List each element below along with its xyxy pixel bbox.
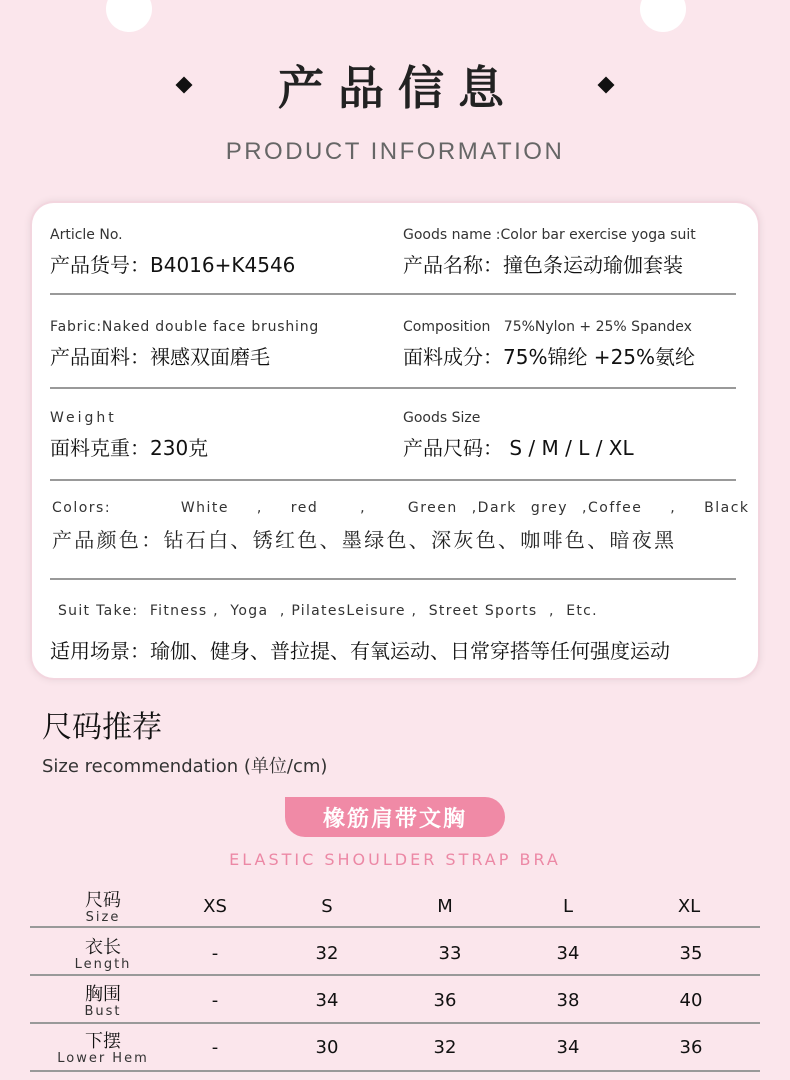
table-cell: 38: [556, 990, 580, 1011]
weight-en: Weight: [50, 410, 117, 426]
table-cell: 32: [315, 943, 339, 964]
table-cell: 40: [679, 990, 703, 1011]
table-row-lower-hem: [30, 1023, 760, 1070]
colors-cell: [52, 500, 750, 553]
size-section-subtitle: Size recommendation (单位/cm): [42, 756, 328, 777]
goods-name-en: Goods name :Color bar exercise yoga suit: [403, 227, 696, 243]
size-table: [30, 882, 760, 1070]
table-cell: 36: [679, 1037, 703, 1058]
page-title: 产品信息: [278, 61, 518, 115]
row-label-zh: 下摆: [85, 1031, 121, 1052]
fabric-en: Fabric:Naked double face brushing: [50, 319, 320, 335]
suit-zh-cell: [50, 629, 670, 664]
row-label: [38, 1027, 168, 1066]
composition-zh: 面料成分：75%锦纶 +25%氨纶: [403, 345, 696, 369]
row-label-en: Lower Hem: [57, 1051, 149, 1066]
size-table-header-row: [30, 882, 760, 929]
size-section-title: 尺码推荐: [42, 710, 162, 745]
goods-name-cell: [403, 227, 696, 278]
table-cell: 36: [433, 990, 457, 1011]
row-label-en: Length: [74, 957, 132, 972]
weight-zh: 面料克重：230克: [50, 436, 209, 460]
fabric-zh: 产品面料：裸感双面磨毛: [50, 345, 270, 369]
table-cell: 35: [679, 943, 703, 964]
suit-en: Suit Take: Fitness , Yoga , PilatesLeisure , Street Sports , Etc.: [58, 603, 598, 619]
divider: [50, 578, 736, 580]
composition-en: Composition 75%Nylon + 25% Spandex: [403, 319, 692, 335]
header-col-xs: XS: [203, 896, 227, 917]
table-row-length: [30, 929, 760, 976]
header-col-l: L: [562, 896, 574, 917]
suit-zh: 适用场景：瑜伽、健身、普拉提、有氧运动、日常穿搭等任何强度运动: [50, 639, 670, 663]
colors-zh: 产品颜色：钻石白、锈红色、墨绿色、深灰色、咖啡色、暗夜黑: [52, 528, 677, 552]
product-label-pill: 橡筋肩带文胸: [285, 797, 505, 837]
divider: [50, 479, 736, 481]
product-label-en: ELASTIC SHOULDER STRAP BRA: [229, 850, 561, 869]
table-row-bust: [30, 976, 760, 1023]
table-cell: -: [211, 990, 219, 1011]
header-label: [38, 886, 168, 925]
table-cell: 34: [556, 1037, 580, 1058]
table-cell: 34: [556, 943, 580, 964]
divider: [50, 293, 736, 295]
page-subtitle: PRODUCT INFORMATION: [225, 138, 565, 165]
composition-cell: [403, 319, 695, 370]
row-label: [38, 933, 168, 972]
table-cell: -: [211, 1037, 219, 1058]
row-label-zh: 衣长: [85, 937, 121, 958]
divider: [50, 387, 736, 389]
table-cell: 33: [438, 943, 462, 964]
table-divider: [30, 1070, 760, 1072]
product-info-card: [32, 203, 758, 678]
table-cell: 34: [315, 990, 339, 1011]
fabric-cell: [50, 319, 319, 370]
header-label-en: Size: [85, 910, 121, 925]
decorative-circle-right: [640, 0, 686, 32]
goods-name-zh: 产品名称：撞色条运动瑜伽套装: [403, 253, 683, 277]
goods-size-cell: [403, 410, 634, 461]
goods-size-zh: 产品尺码： S / M / L / XL: [403, 436, 634, 460]
table-cell: 30: [315, 1037, 339, 1058]
row-label-en: Bust: [84, 1004, 122, 1019]
row-label-zh: 胸围: [85, 984, 121, 1005]
header-label-zh: 尺码: [85, 890, 121, 911]
row-label: [38, 980, 168, 1019]
article-zh: 产品货号：B4016+K4546: [50, 253, 296, 277]
weight-cell: [50, 410, 208, 461]
header-col-xl: XL: [677, 896, 701, 917]
table-divider: [30, 926, 760, 928]
page-header: [0, 52, 790, 166]
suit-en-cell: [58, 603, 598, 619]
article-cell: [50, 227, 295, 278]
colors-en: Colors: White , red , Green ,Dark grey ,Coffee , Black: [52, 500, 750, 516]
header-col-m: M: [437, 896, 453, 917]
article-en: Article No.: [50, 227, 123, 243]
decorative-circle-left: [106, 0, 152, 32]
table-cell: -: [211, 943, 219, 964]
diamond-icon: [176, 77, 193, 94]
diamond-icon: [598, 77, 615, 94]
header-col-s: S: [321, 896, 333, 917]
goods-size-en: Goods Size: [403, 410, 481, 426]
table-cell: 32: [433, 1037, 457, 1058]
